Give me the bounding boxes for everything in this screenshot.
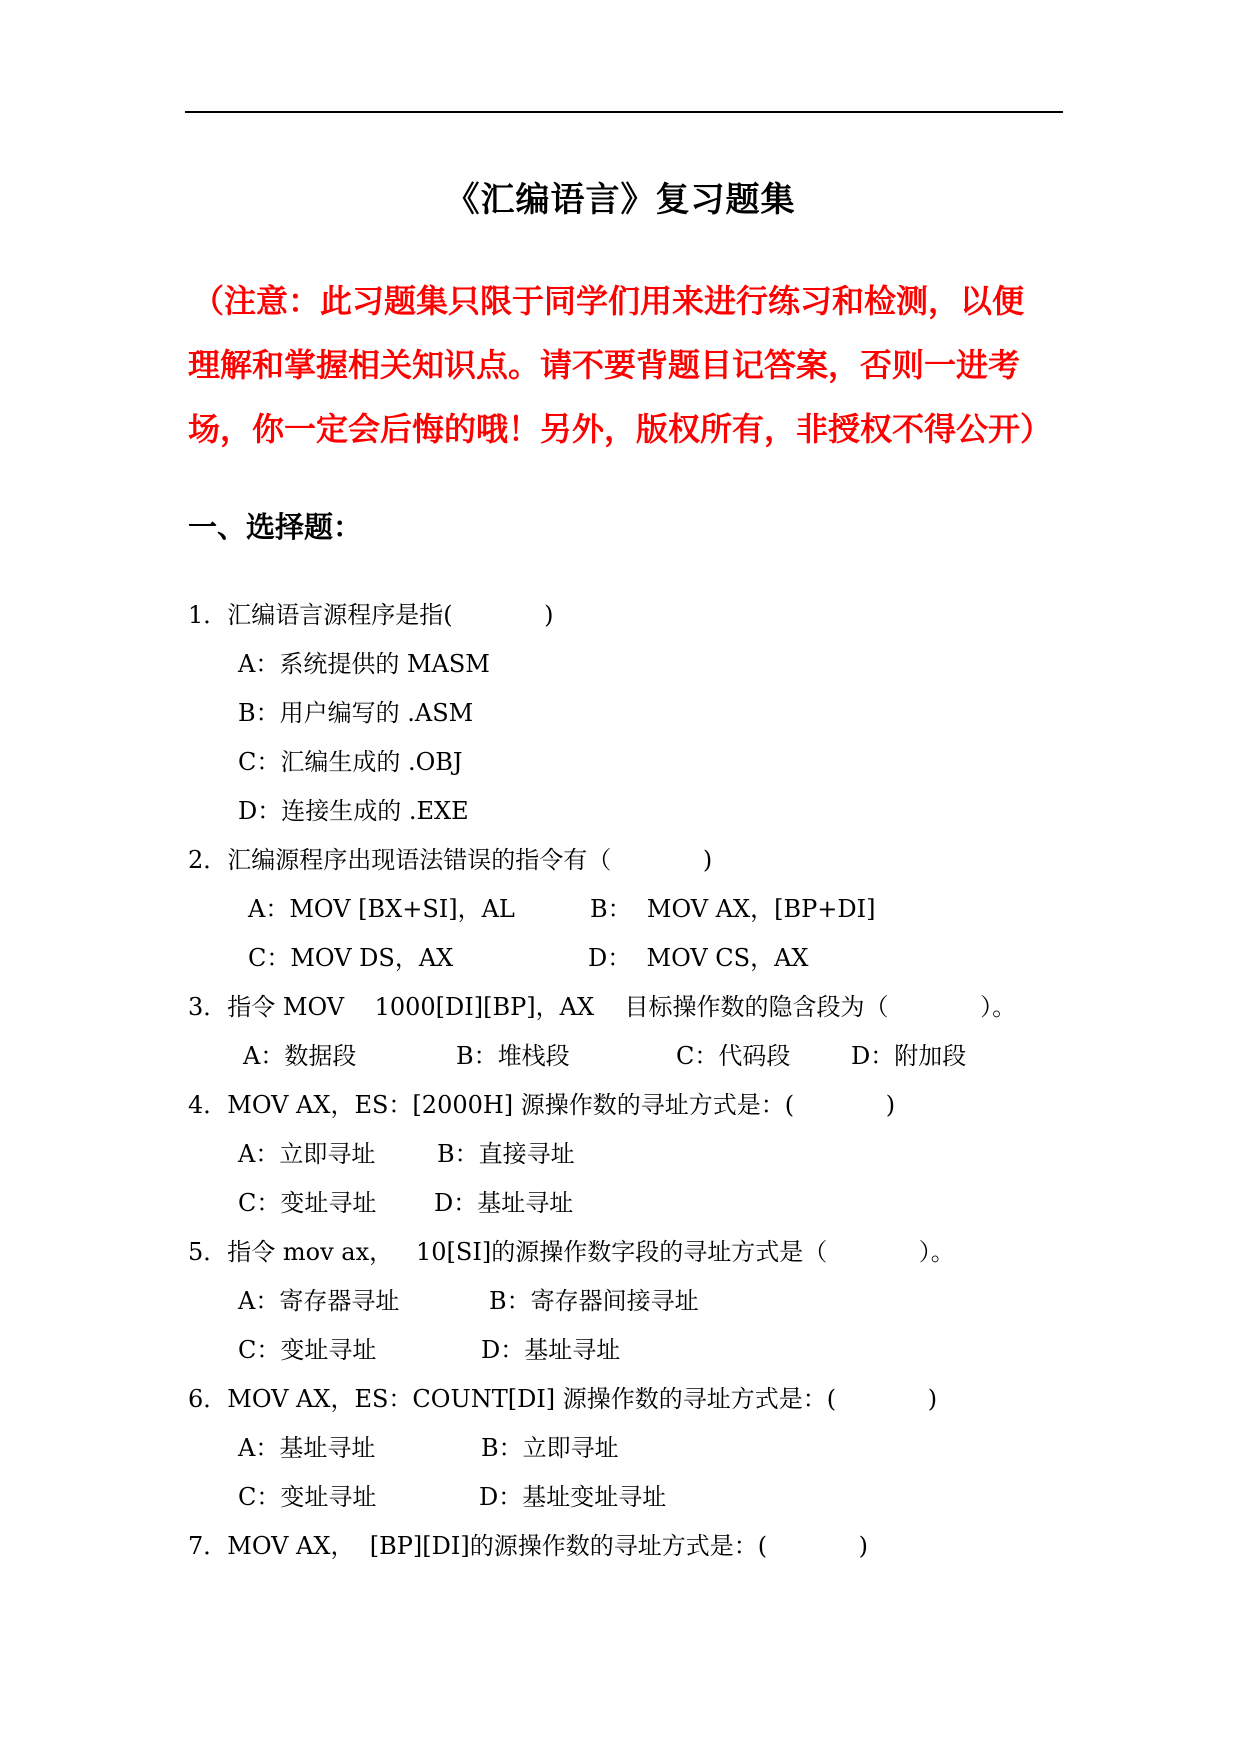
section-heading: 一、选择题： — [188, 510, 363, 544]
notice-line-3: 场，你一定会后悔的哦！另外，版权所有，非授权不得公开） — [188, 410, 1053, 448]
question-6-option-d: D：基址变址寻址 — [479, 1483, 667, 1511]
question-2-option-d: D： MOV CS，AX — [588, 944, 809, 972]
question-2-option-c: C：MOV DS，AX — [248, 944, 454, 972]
question-6-option-c: C：变址寻址 — [238, 1483, 377, 1511]
question-2-stem: 2．汇编源程序出现语法错误的指令有（ ) — [188, 846, 713, 874]
question-3-option-b: B：堆栈段 — [456, 1042, 570, 1070]
question-4-stem: 4．MOV AX，ES：[2000H] 源操作数的寻址方式是：( ) — [188, 1091, 896, 1119]
question-3-option-d: D：附加段 — [851, 1042, 967, 1070]
question-6-stem: 6．MOV AX，ES：COUNT[DI] 源操作数的寻址方式是：( ) — [188, 1385, 938, 1413]
question-6-option-b: B：立即寻址 — [481, 1434, 619, 1462]
question-3-option-c: C：代码段 — [676, 1042, 791, 1070]
question-1-option-a: A：系统提供的 MASM — [238, 650, 490, 678]
question-1-option-b: B：用户编写的 .ASM — [238, 699, 474, 727]
document-title: 《汇编语言》复习题集 — [445, 180, 796, 220]
question-3-stem: 3．指令 MOV 1000[DI][BP]，AX 目标操作数的隐含段为（ ）。 — [188, 993, 1017, 1021]
question-5-option-c: C：变址寻址 — [238, 1336, 377, 1364]
question-4-option-d: D：基址寻址 — [434, 1189, 574, 1217]
header-rule — [185, 111, 1063, 113]
question-1-option-c: C：汇编生成的 .OBJ — [238, 748, 463, 776]
question-5-option-a: A：寄存器寻址 — [238, 1287, 400, 1315]
question-1-stem: 1．汇编语言源程序是指( ) — [188, 601, 554, 629]
question-2-option-b: B： MOV AX，[BP+DI] — [590, 895, 876, 923]
question-5-stem: 5．指令 mov ax， 10[SI]的源操作数字段的寻址方式是（ ）。 — [188, 1238, 955, 1266]
question-5-option-b: B：寄存器间接寻址 — [489, 1287, 699, 1315]
question-4-option-a: A：立即寻址 — [238, 1140, 376, 1168]
notice-line-2: 理解和掌握相关知识点。请不要背题目记答案，否则一进考 — [188, 346, 1021, 384]
question-1-option-d: D：连接生成的 .EXE — [238, 797, 469, 825]
question-3-option-a: A：数据段 — [243, 1042, 357, 1070]
question-4-option-c: C：变址寻址 — [238, 1189, 377, 1217]
question-4-option-b: B：直接寻址 — [437, 1140, 575, 1168]
question-2-option-a: A：MOV [BX+SI]，AL — [248, 895, 515, 923]
notice-line-1: （注意：此习题集只限于同学们用来进行练习和检测，以便 — [192, 282, 1025, 320]
question-5-option-d: D：基址寻址 — [481, 1336, 621, 1364]
question-7-stem: 7．MOV AX， [BP][DI]的源操作数的寻址方式是：( ) — [188, 1532, 868, 1560]
question-6-option-a: A：基址寻址 — [238, 1434, 376, 1462]
